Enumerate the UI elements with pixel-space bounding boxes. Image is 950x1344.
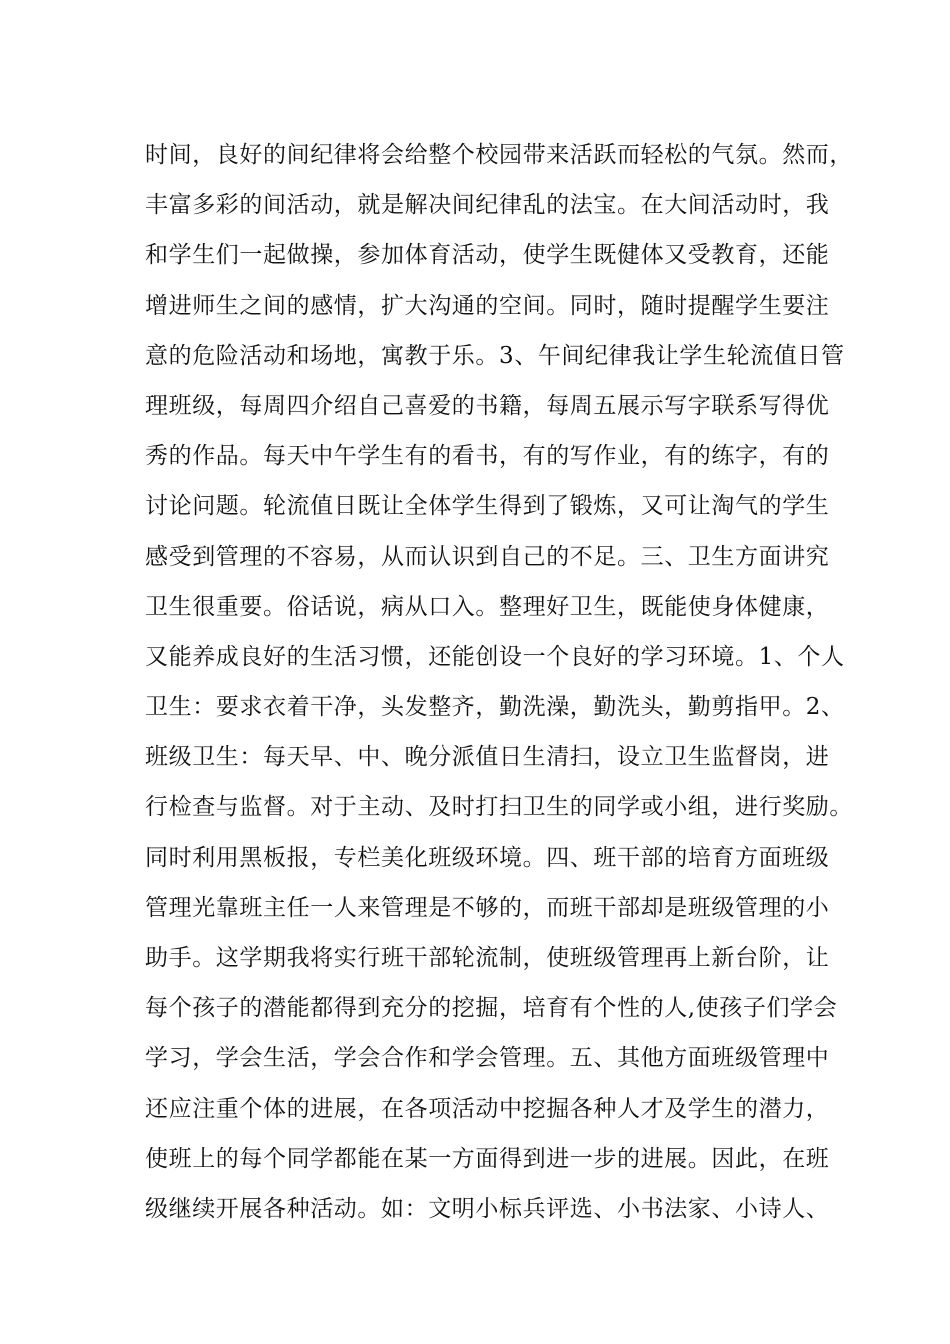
text-line: 卫生很重要。俗话说，病从口入。整理好卫生，既能使身体健康， [145, 593, 830, 620]
text-line: 每个孩子的潜能都得到充分的挖掘，培育有个性的人,使孩子们学会 [145, 995, 838, 1022]
text-line: 卫生：要求衣着干净，头发整齐，勤洗澡，勤洗头，勤剪指甲。2、 [145, 694, 845, 721]
text-line: 丰富多彩的间活动，就是解决间纪律乱的法宝。在大间活动时，我 [145, 192, 830, 219]
text-line: 班级卫生：每天早、中、晚分派值日生清扫，设立卫生监督岗，进 [145, 744, 830, 771]
text-line: 时间，良好的间纪律将会给整个校园带来活跃而轻松的气氛。然而， [145, 142, 853, 168]
text-line: 学习，学会生活，学会合作和学会管理。五、其他方面班级管理中 [145, 1045, 830, 1072]
text-line: 讨论问题。轮流值日既让全体学生得到了锻炼，又可让淘气的学生 [145, 493, 830, 520]
text-line: 感受到管理的不容易，从而认识到自己的不足。三、卫生方面讲究 [145, 543, 830, 570]
text-line: 秀的作品。每天中午学生有的看书，有的写作业，有的练字，有的 [145, 443, 830, 470]
text-line: 管理光靠班主任一人来管理是不够的，而班干部却是班级管理的小 [145, 894, 830, 921]
text-line: 和学生们一起做操，参加体育活动，使学生既健体又受教育，还能 [145, 242, 830, 269]
text-line: 理班级，每周四介绍自己喜爱的书籍，每周五展示写字联系写得优 [145, 392, 830, 419]
text-line: 助手。这学期我将实行班干部轮流制，使班级管理再上新台阶，让 [145, 945, 830, 971]
text-line: 行检查与监督。对于主动、及时打扫卫生的同学或小组，进行奖励。 [145, 794, 853, 821]
text-line: 还应注重个体的进展，在各项活动中挖掘各种人才及学生的潜力， [145, 1095, 830, 1122]
text-line: 使班上的每个同学都能在某一方面得到进一步的进展。因此，在班 [145, 1145, 830, 1172]
text-line: 意的危险活动和场地，寓教于乐。3、午间纪律我让学生轮流值日管 [145, 342, 845, 369]
body-text [145, 130, 853, 1234]
text-line: 同时利用黑板报，专栏美化班级环境。四、班干部的培育方面班级 [145, 844, 830, 871]
text-line: 级继续开展各种活动。如：文明小标兵评选、小书法家、小诗人、 [145, 1195, 830, 1222]
text-line: 又能养成良好的生活习惯，还能创设一个良好的学习环境。1、个人 [145, 643, 845, 670]
text-line: 增进师生之间的感情，扩大沟通的空间。同时，随时提醒学生要注 [145, 292, 830, 319]
